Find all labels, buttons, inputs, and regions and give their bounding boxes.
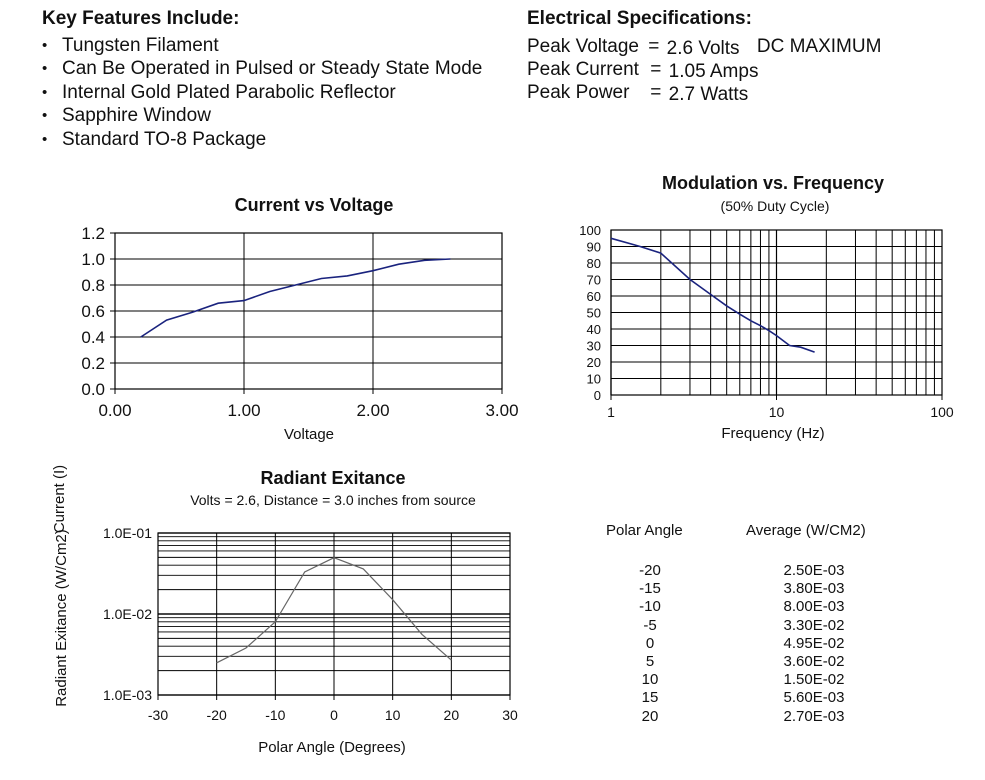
spec-label: Peak Voltage — [527, 36, 639, 57]
y-tick-label: 30 — [586, 338, 601, 354]
average-cell: 2.50E-03 — [783, 562, 845, 579]
average-cell: 8.00E-03 — [783, 598, 845, 616]
y-tick-label: 1.2 — [81, 224, 105, 243]
average-cell: 4.95E-02 — [783, 634, 845, 652]
angle-cell: 5 — [645, 652, 655, 670]
x-tick-label: 1.00 — [227, 401, 261, 420]
feature-item: • Tungsten Filament — [42, 34, 482, 57]
spec-value: 2.7 Watts — [668, 84, 749, 105]
average-cell: 3.30E-02 — [783, 616, 845, 634]
spec-extra: DC MAXIMUM — [756, 36, 882, 57]
plot-area — [103, 525, 518, 723]
spec-row-power — [527, 82, 748, 104]
x-tick-label: 0 — [330, 707, 338, 723]
plot-area — [579, 223, 954, 420]
x-axis-label: Frequency (Hz) — [721, 425, 825, 442]
angle-cell: -20 — [639, 562, 661, 579]
x-tick-label: -20 — [206, 707, 227, 723]
average-cell: 2.70E-03 — [783, 707, 845, 725]
average-cell: 3.80E-03 — [783, 580, 845, 598]
y-tick-label: 0.4 — [81, 328, 105, 347]
features-title: Key Features Include: — [42, 8, 240, 29]
angle-cell: -15 — [639, 580, 661, 598]
y-tick-label: 90 — [586, 239, 601, 255]
x-tick-label: -30 — [147, 707, 169, 723]
spec-eq: = — [650, 59, 662, 80]
spec-eq: = — [648, 36, 660, 57]
x-tick-label: 2.00 — [356, 401, 390, 420]
angle-cell: 0 — [645, 634, 655, 652]
modulation-frequency-chart — [535, 170, 980, 450]
plot-area — [81, 224, 518, 420]
angle-cell: -10 — [639, 598, 661, 616]
x-tick-label: 10 — [768, 404, 785, 420]
y-tick-label: 10 — [586, 371, 601, 387]
feature-item: • Internal Gold Plated Parabolic Reflector — [42, 81, 482, 104]
y-tick-label: 0.0 — [81, 380, 105, 399]
y-tick-label: 1.0E-03 — [102, 687, 152, 703]
y-tick-label: 0 — [593, 388, 601, 403]
spec-value: 2.6 Volts — [666, 38, 740, 59]
spec-label: Peak Current — [527, 59, 639, 80]
x-tick-label: 1 — [607, 404, 615, 420]
y-tick-label: 0.6 — [81, 302, 105, 321]
radiant-exitance-chart — [0, 460, 560, 775]
x-tick-label: 0.00 — [98, 401, 132, 420]
average-cell: 1.50E-02 — [783, 671, 845, 689]
x-tick-label: 3.00 — [485, 401, 519, 420]
series-line — [141, 259, 451, 337]
angle-cell: 10 — [641, 671, 659, 689]
x-tick-label: 20 — [443, 707, 460, 723]
y-axis-label: Radiant Exitance (W/Cm2) — [53, 529, 70, 707]
y-tick-label: 50 — [586, 305, 601, 321]
angle-column — [590, 562, 710, 726]
chart-subtitle: Volts = 2.6, Distance = 3.0 inches from source — [190, 492, 476, 508]
x-axis-label: Polar Angle (Degrees) — [258, 739, 406, 756]
angle-cell: 20 — [641, 707, 659, 725]
table-header-angle: Polar Angle — [606, 522, 683, 539]
spec-eq: = — [650, 82, 662, 103]
angle-cell: 15 — [641, 689, 659, 707]
y-tick-label: 60 — [586, 289, 601, 304]
chart-title: Current vs Voltage — [234, 195, 394, 215]
average-column — [754, 562, 874, 726]
spec-value: 1.05 Amps — [668, 61, 759, 82]
y-tick-label: 100 — [579, 223, 601, 238]
spec-row-current — [527, 59, 758, 81]
spec-label: Peak Power — [527, 82, 630, 103]
y-tick-label: 1.0E-02 — [102, 606, 152, 622]
x-tick-label: 100 — [930, 404, 954, 420]
feature-item: • Can Be Operated in Pulsed or Steady State Mode — [42, 57, 482, 80]
y-tick-label: 40 — [586, 322, 601, 337]
chart-title: Radiant Exitance — [260, 468, 406, 488]
x-tick-label: 30 — [502, 707, 518, 723]
feature-item: • Standard TO-8 Package — [42, 128, 482, 151]
y-tick-label: 20 — [586, 355, 601, 370]
y-tick-label: 1.0E-01 — [102, 525, 152, 541]
angle-cell: -5 — [643, 616, 657, 634]
y-axis-label: Current (I) — [51, 464, 68, 534]
chart-subtitle: (50% Duty Cycle) — [720, 198, 830, 214]
y-tick-label: 1.0 — [81, 250, 105, 269]
series-line — [611, 238, 815, 352]
x-axis-label: Voltage — [283, 426, 335, 443]
feature-item: • Sapphire Window — [42, 104, 482, 127]
spec-row-voltage — [527, 36, 881, 58]
y-tick-label: 0.2 — [81, 354, 105, 373]
y-tick-label: 70 — [586, 272, 601, 288]
chart-title: Modulation vs. Frequency — [661, 173, 885, 193]
specs-title: Electrical Specifications: — [527, 8, 752, 29]
x-tick-label: 10 — [384, 707, 401, 723]
table-header-average: Average (W/CM2) — [746, 522, 866, 539]
x-tick-label: -10 — [265, 707, 286, 723]
features-list — [42, 34, 482, 151]
y-tick-label: 80 — [586, 256, 601, 271]
average-cell: 5.60E-03 — [783, 689, 845, 707]
y-tick-label: 0.8 — [81, 276, 105, 295]
average-cell: 3.60E-02 — [783, 652, 845, 670]
